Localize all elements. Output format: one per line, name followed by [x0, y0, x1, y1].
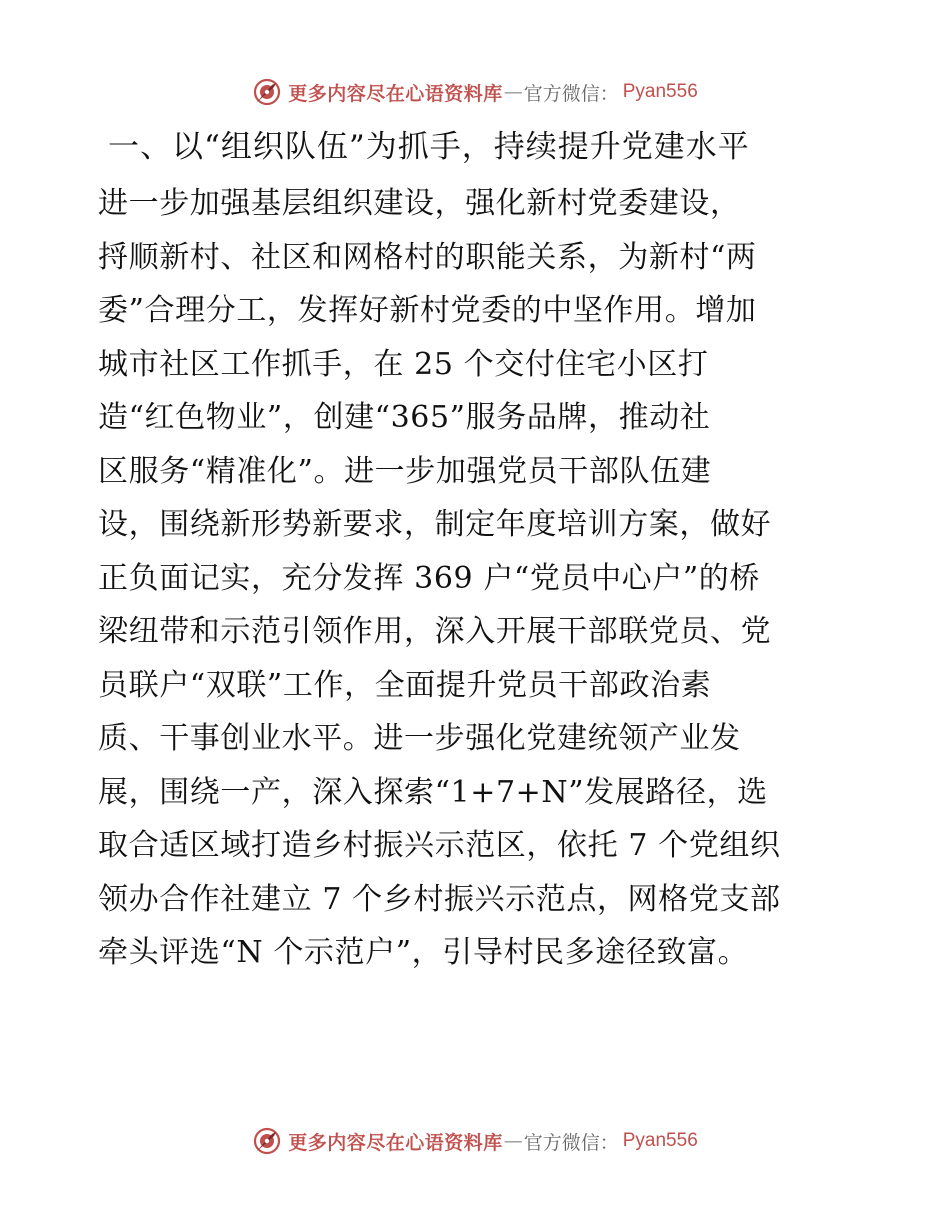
watermark-wechat-id: Pyan556	[622, 81, 698, 102]
paragraph-line: 城市社区工作抓手，在 25 个交付住宅小区打	[98, 346, 709, 382]
watermark-separator: —	[503, 1130, 523, 1152]
paragraph-line: 设，围绕新形势新要求，制定年度培训方案，做好	[98, 507, 772, 542]
watermark-site-name: 更多内容尽在心语资料库	[288, 82, 503, 105]
quill-seal-icon	[252, 1126, 282, 1156]
watermark-separator: —	[503, 81, 523, 103]
paragraph-line: 领办合作社建立 7 个乡村振兴示范点，网格党支部	[98, 881, 781, 917]
body-paragraph	[98, 177, 858, 980]
watermark-wechat-id: Pyan556	[622, 1130, 698, 1151]
paragraph-line: 员联户“双联”工作，全面提升党员干部政治素	[98, 667, 712, 703]
paragraph-line: 牵头评选“N 个示范户”，引导村民多途径致富。	[98, 935, 749, 970]
paragraph-line: 进一步加强基层组织建设，强化新村党委建设，	[98, 186, 741, 221]
paragraph-line: 正负面记实，充分发挥 369 户“党员中心户”的桥	[98, 560, 761, 596]
watermark-wechat-label: 官方微信：	[523, 82, 619, 105]
paragraph-line: 造“红色物业”，创建“365”服务品牌，推动社	[98, 400, 711, 435]
paragraph-line: 捋顺新村、社区和网格村的职能关系，为新村“两	[98, 239, 757, 275]
paragraph-line: 展，围绕一产，深入探索“1+7+N”发展路径，选	[98, 774, 768, 810]
quill-seal-icon	[252, 77, 282, 107]
paragraph-line: 梁纽带和示范引领作用，深入开展干部联党员、党	[98, 614, 772, 649]
watermark-site-name: 更多内容尽在心语资料库	[288, 1131, 503, 1154]
watermark-wechat-label: 官方微信：	[523, 1131, 619, 1154]
paragraph-line: 取合适区域打造乡村振兴示范区，依托 7 个党组织	[98, 828, 781, 863]
paragraph-line: 区服务“精准化”。进一步加强党员干部队伍建	[98, 453, 712, 489]
footer-watermark	[0, 1121, 950, 1161]
paragraph-line: 委”合理分工，发挥好新村党委的中坚作用。增加	[98, 293, 757, 328]
header-watermark	[0, 72, 950, 112]
section-heading: 一、以“组织队伍”为抓手，持续提升党建水平	[108, 129, 750, 165]
paragraph-line: 质、干事创业水平。进一步强化党建统领产业发	[98, 721, 741, 756]
